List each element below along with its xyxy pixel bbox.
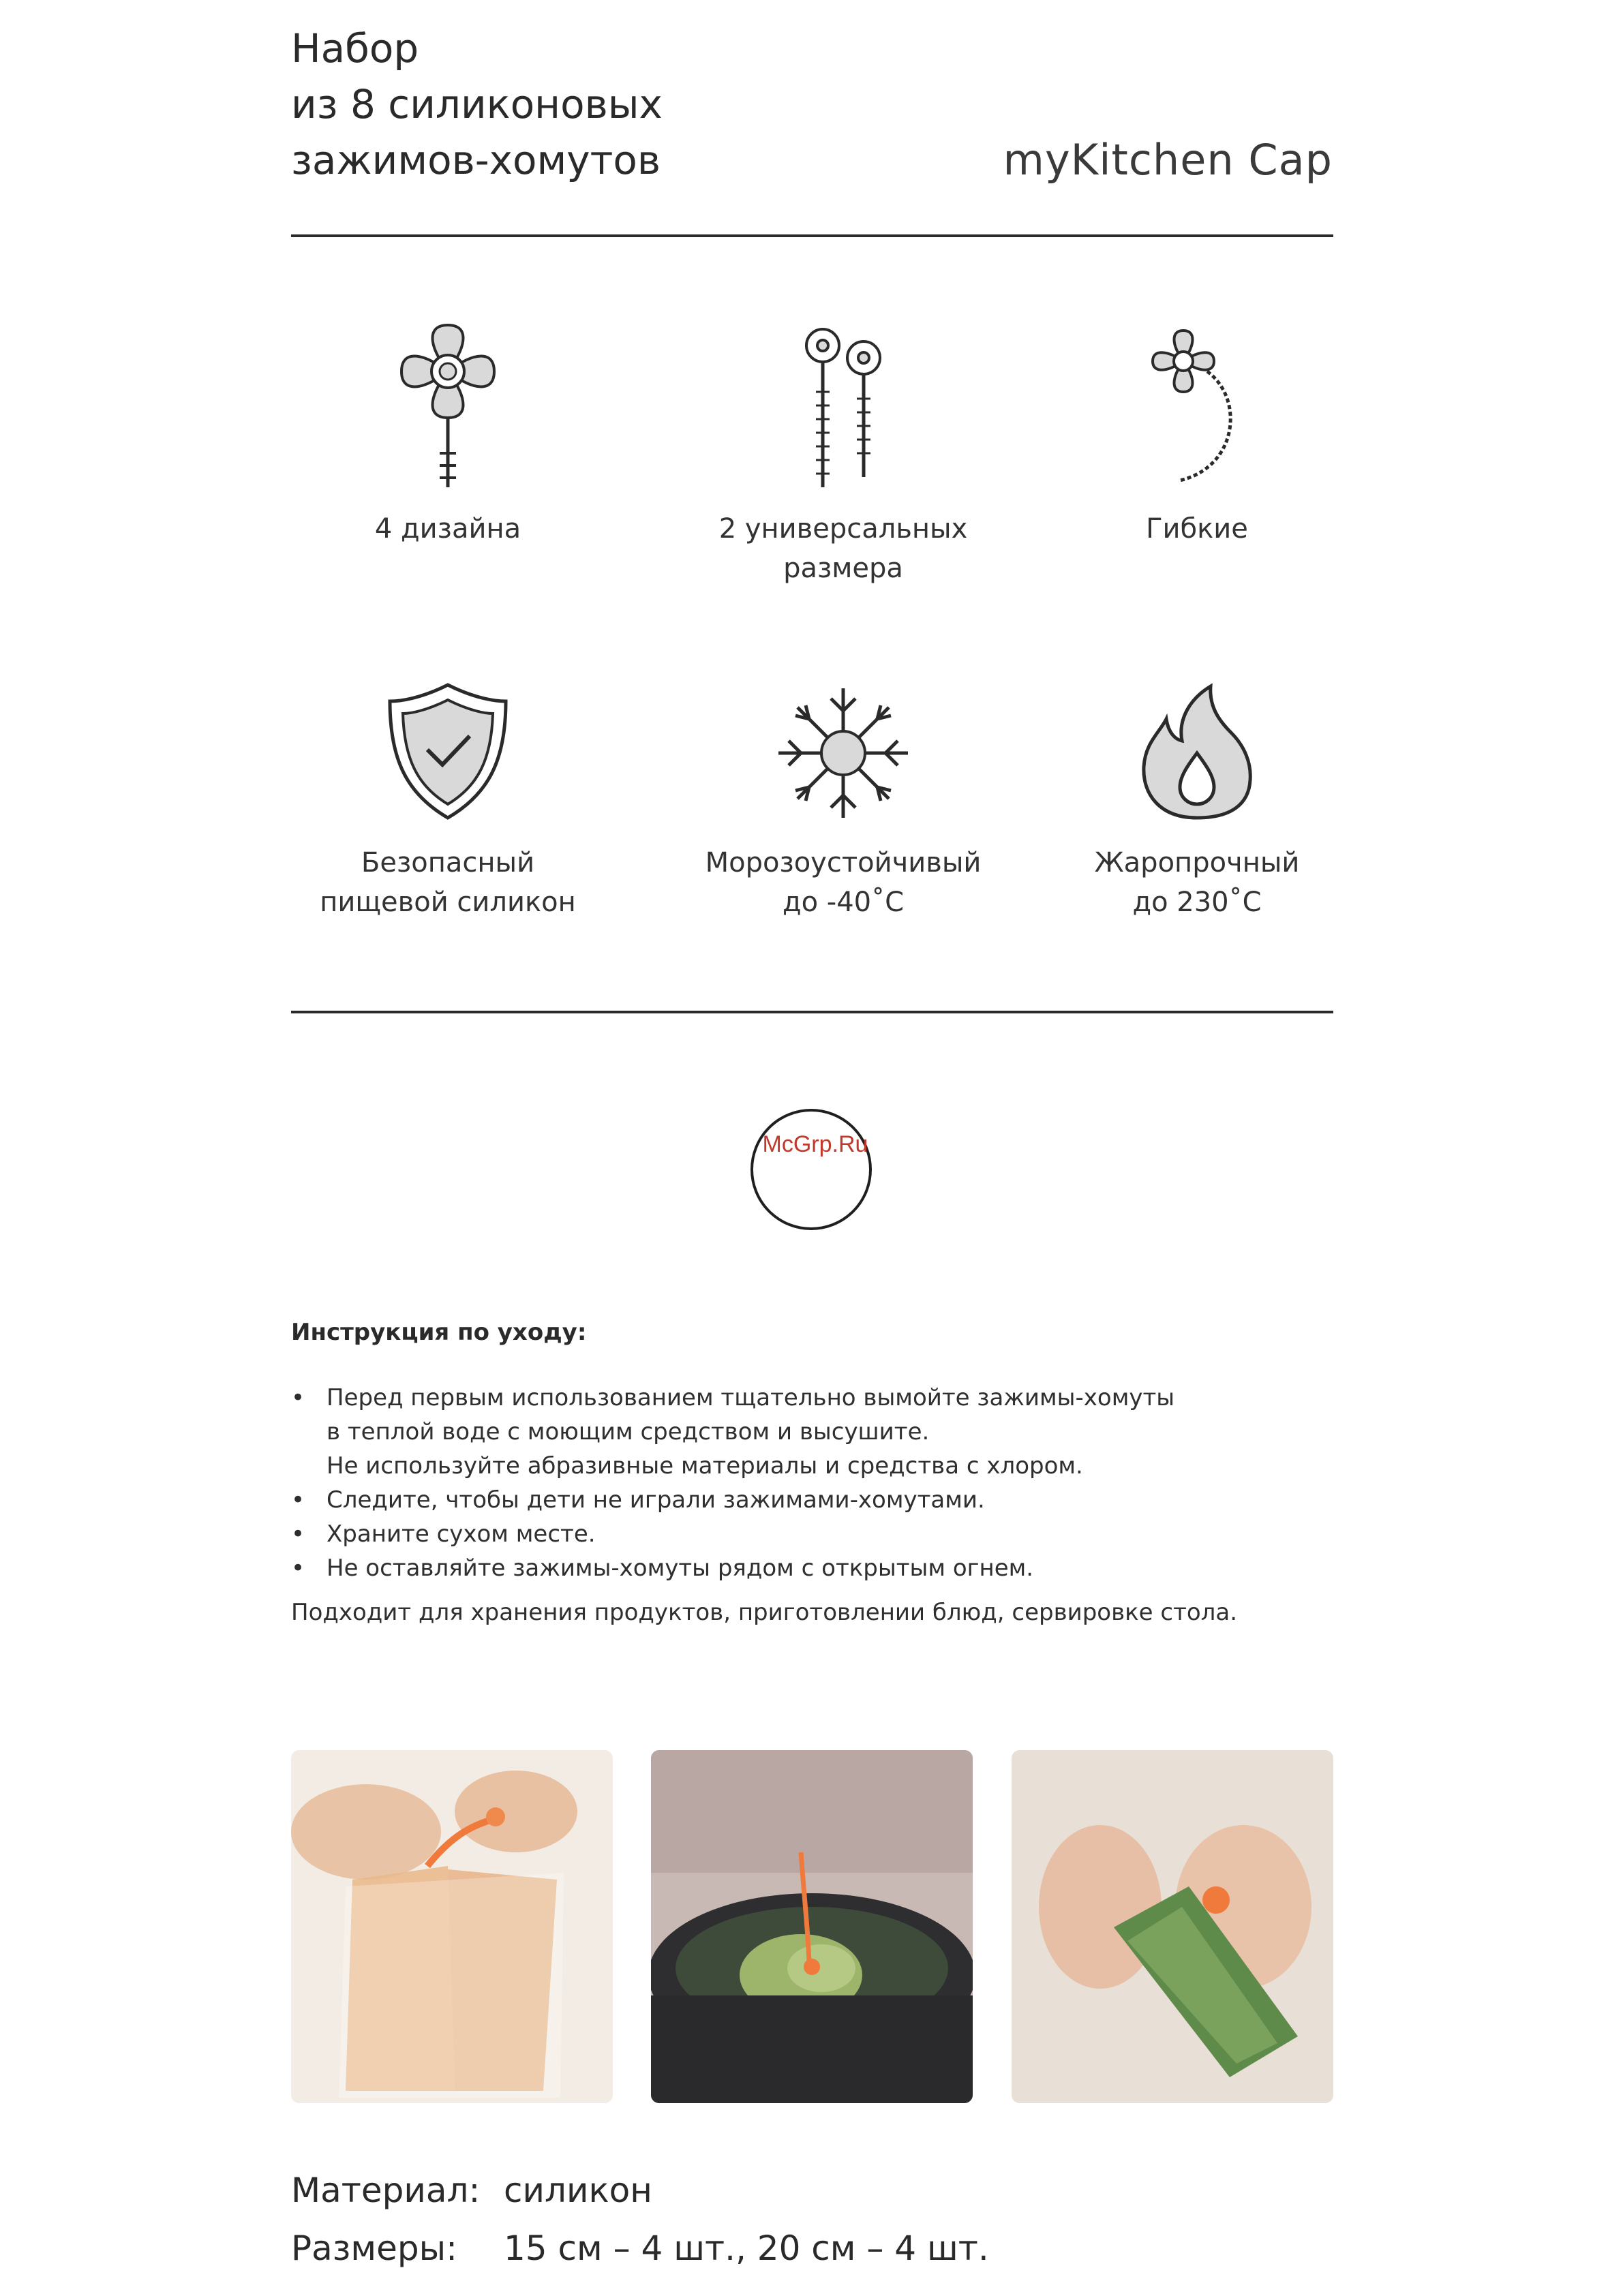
feature-label: 2 универсальных размера: [718, 513, 968, 584]
snowflake-icon: [768, 678, 918, 828]
bottom-divider: [291, 1011, 1333, 1013]
feature-heat: [1006, 678, 1388, 922]
flame-icon: [1129, 678, 1265, 828]
top-divider: [291, 234, 1333, 237]
flexible-clip-icon: [1129, 317, 1265, 494]
title-line-3: зажимов-хомутов: [291, 137, 661, 183]
spec-key: Материал:: [291, 2171, 481, 2210]
spec-sizes: [291, 2229, 989, 2268]
flower-clip-icon: [380, 317, 516, 494]
feature-flexible: [1006, 317, 1388, 549]
care-item: • Перед первым использованием тщательно вымойте зажимы-хомуты в теплой воде с моющим средством и высушите. Не используйте абразивные материалы и средства с хлором.: [291, 1381, 1174, 1483]
usage-note: Подходит для хранения продуктов, приготовлении блюд, сервировке стола.: [291, 1599, 1238, 1626]
care-heading: Инструкция по уходу:: [291, 1319, 587, 1346]
title-line-1: Набор: [291, 25, 419, 72]
care-list: [291, 1381, 1174, 1585]
spec-material: [291, 2171, 652, 2210]
product-title: [291, 20, 768, 188]
photo-greens-clip: [1012, 1750, 1333, 2103]
brand-name: myKitchen Cap: [1003, 135, 1333, 185]
care-item: • Не оставляйте зажимы-хомуты рядом с открытым огнем.: [291, 1551, 1174, 1585]
feature-label: Жаропрочный до 230˚C: [1094, 847, 1300, 918]
photo-bag-clip: [291, 1750, 613, 2103]
shield-check-icon: [380, 678, 516, 828]
photo-pot-clip: [651, 1750, 973, 2103]
feature-label: 4 дизайна: [374, 513, 521, 545]
feature-sizes: [652, 317, 1034, 588]
watermark-circle: [750, 1109, 872, 1230]
spec-value: силикон: [504, 2171, 652, 2210]
feature-label: Морозоустойчивый до -40˚C: [705, 847, 982, 918]
feature-frost: [652, 678, 1034, 922]
care-item: • Следите, чтобы дети не играли зажимами-хомутами.: [291, 1483, 1174, 1517]
feature-safe: [257, 678, 639, 922]
feature-label: Безопасный пищевой силикон: [320, 847, 576, 918]
feature-designs: [257, 317, 639, 549]
care-item: • Храните сухом месте.: [291, 1517, 1174, 1551]
watermark-text: McGrp.Ru: [762, 1131, 868, 1157]
spec-value: 15 см – 4 шт., 20 см – 4 шт.: [504, 2229, 989, 2268]
two-sizes-icon: [775, 317, 911, 494]
spec-key: Размеры:: [291, 2229, 457, 2268]
feature-label: Гибкие: [1146, 513, 1248, 545]
title-line-2: из 8 силиконовых: [291, 81, 663, 127]
